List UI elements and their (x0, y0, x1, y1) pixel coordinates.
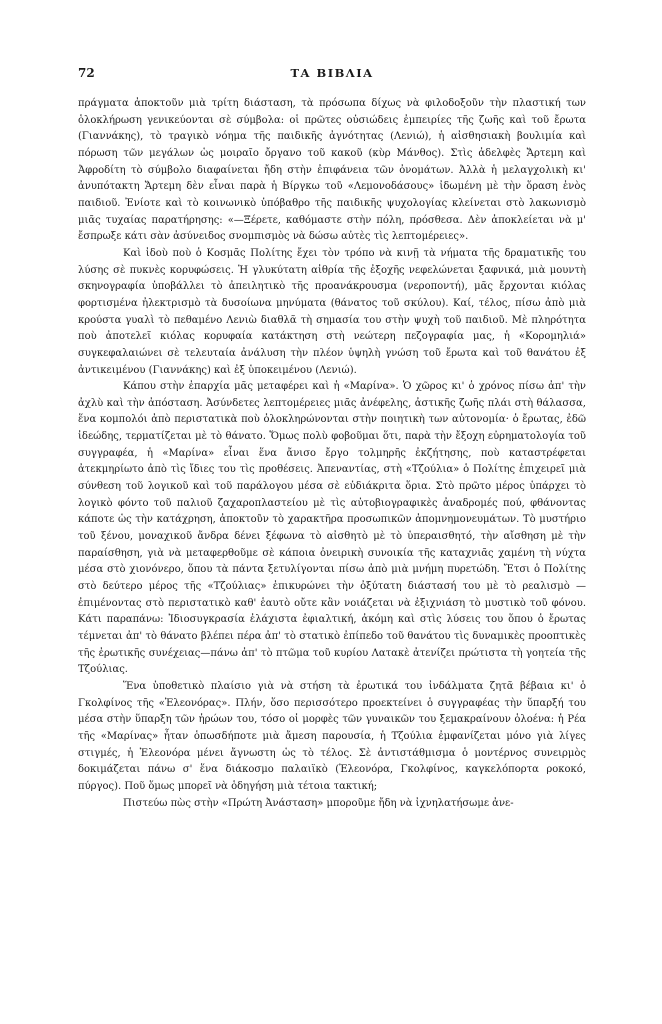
paragraph: πράγματα ἀποκτοῦν μιὰ τρίτη διάσταση, τὰ πρόσωπα δίχως νὰ φιλοδοξοῦν τὴν πλαστική των ὁλοκλήρωση γενικεύονται σὲ σύμβολα: οἱ πρῶτες οὐσιώδεις ἐμπειρίες τῆς ζωῆς καὶ τοῦ ἔρωτα (Γιαννάκης), τὸ τραγικὸ νόημα τῆς παιδικῆς ἀγνότητας (Λενιώ), ἡ αἰσθησιακὴ βουλιμία καὶ πόρωση τῶν μεγάλων ὡς μοιραῖο ὄργανο τοῦ κακοῦ (κὺρ Μάνθος). Στὶς ἀδελφὲς Ἄρτεμη καὶ Ἀφροδίτη τὸ σύμβολο διαφαίνεται ἤδη στὴν ἐπιφάνεια τῶν ὀνομάτων. Ἀλλὰ ἡ μελαγχολικὴ κι' ἀνυπότακτη Ἄρτεμη δὲν εἶναι παρὰ ἡ Βίργκω τοῦ «Λεμονοδάσους» ἰδωμένη μὲ τὴν ὅραση ἑνὸς παιδιοῦ. Ἐνίοτε καὶ τὸ κοινωνικὸ ὑπόβαθρο τῆς παιδικῆς ψυχολογίας κλείνεται στὸ λακωνισμὸ μιᾶς τυχαίας παρατήρησης: «—Ξέρετε, καθόμαστε στὴν πόλη, πρόσθεσα. Δὲν ἀποκλείεται νὰ μ' ἔσπρωξε κάτι σὰν ἀσύνειδος σνομπισμὸς νὰ δώσω αὐτὲς τὶς λεπτομέρειες». (78, 98, 586, 243)
page-header (78, 66, 586, 84)
paragraph: Καὶ ἰδοὺ ποὺ ὁ Κοσμᾶς Πολίτης ἔχει τὸν τρόπο νὰ κινῇ τὰ νήματα τῆς δραματικῆς του λύσης σὲ πυκνὲς κορυφώσεις. Ἡ γλυκύτατη αἰθρία τῆς ἐξοχῆς νεφελώνεται ξαφνικά, μιὰ μουντὴ σκηνογραφία ὑποβάλλει τὸ ἀπειλητικὸ τῆς προανάκρουσμα (νεροποντή), μᾶς ἔρχονται κιόλας φορτισμένα ἠλεκτρισμὸ τὰ δυσοίωνα μηνύματα (θάνατος τοῦ σκύλου). Καί, τέλος, πίσω ἀπὸ μιὰ κρούστα γυαλὶ τὸ πεθαμένο Λενιὼ διαθλᾶ τὴ σημασία του στὴν ψυχὴ τοῦ παιδιοῦ. Μὲ πληρότητα ποὺ ἀποτελεῖ κιόλας κορυφαία κατάκτηση στὴ νεώτερη πεζογραφία μας, ἡ «Κορομηλιά» συγκεφαλαιώνει σὲ τελευταία ἀνάλυση τὴν πλέον ὑψηλὴ γνώση τοῦ ἔρωτα καὶ τοῦ θανάτου ἐξ ἀντικειμένου (Γιαννάκης) καὶ ἐξ ὑποκειμένου (Λενιώ). (78, 247, 586, 376)
paragraph: Ἕνα ὑποθετικὸ πλαίσιο γιὰ νὰ στήση τὰ ἐρωτικά του ἰνδάλματα ζητᾶ βέβαια κι' ὁ Γκολφίνος τῆς «Ἐλεονόρας». Πλήν, ὅσο περισσότερο προεκτείνει ὁ συγγραφέας τὴν ὕπαρξή του μέσα στὴν ὕπαρξη τῶν ἡρώων του, τόσο οἱ μορφὲς τῶν γυναικῶν του ξεμακραίνουν ὁλοένα: ἡ Ρέα τῆς «Μαρίνας» ἦταν ὁπωσδήποτε μιὰ ἄμεση παρουσία, ἡ Τζούλια ἐμφανίζεται μόνο γιὰ λίγες στιγμές, ἡ Ἐλεονόρα μένει ἄγνωστη ὡς τὸ τέλος. Σὲ ἀντιστάθμισμα ὁ μοντέρνος συνειρμὸς δοκιμάζεται πάνω σ' ἕνα διάκοσμο παλαιϊκὸ (Ἐλεονόρα, Γκολφίνος, καγκελόπορτα ροκοκό, πύργος). Ποῦ ὅμως μπορεῖ νὰ ὁδηγήση μιὰ τέτοια τακτική; (78, 680, 586, 792)
paragraph: Πιστεύω πὼς στὴν «Πρώτη Ἀνάσταση» μποροῦμε ἤδη νὰ ἰχνηλατήσωμε ἀνε- (123, 797, 514, 809)
running-title: ΤΑ ΒΙΒΛΙΑ (290, 66, 374, 80)
paragraph: Κάπου στὴν ἐπαρχία μᾶς μεταφέρει καὶ ἡ «Μαρίνα». Ὁ χῶρος κι' ὁ χρόνος πίσω ἀπ' τὴν ἀχλὺ καὶ τὴν ἀπόσταση. Ἀσύνδετες λεπτομέρειες μιᾶς ἀνέφελης, ἀστικῆς ζωῆς πλάι στὴ θάλασσα, ἕνα κομπολόι ἀπὸ περιστατικὰ ποὺ ὁλοκληρώνονται στὴν ποιητικὴ των αὐτονομία· ὁ ἔρωτας, ἐδῶ ἰδεώδης, τερματίζεται μὲ τὸ θάνατο. Ὅμως πολὺ φοβοῦμαι ὅτι, παρὰ τὴν ἔξοχη εὐρηματολογία τοῦ συγγραφέα, ἡ «Μαρίνα» εἶναι ἕνα ἄνισο ἔργο τολμηρῆς ἐκζήτησης, ποὺ καταστρέφεται ἀτεκμηρίωτο ἀπὸ τὶς ἴδιες του τὶς προθέσεις. Ἀπεναντίας, στὴ «Τζούλια» ὁ Πολίτης ἐπιχειρεῖ μιὰ σύνθεση τοῦ λογικοῦ καὶ τοῦ παράλογου μέσα σὲ εὐδιάκριτα ὅρια. Στὸ πρῶτο μέρος ὑπάρχει τὸ λογικὸ φόντο τοῦ παλιοῦ ζαχαροπλαστείου μὲ τὶς αὐτοβιογραφικὲς ἀναδρομές πού, φθάνοντας κάποτε ὡς τὴν κατάχρηση, ἀποκτοῦν τὸ χαρακτῆρα προσωπικῶν ἀπομνημονευμάτων. Τὸ μυστήριο τοῦ ξένου, μοναχικοῦ ἄνδρα δένει ξέφωνα τὸ αἰσθητὸ μὲ τὸ ὑπεραισθητό, τὴν αἴσθηση μὲ τὴν παραίσθηση, γιὰ νὰ μεταφερθοῦμε σὲ κάποια ὀνειρικὴ συνοικία τῆς καταχνιᾶς χαμένη τὴ νύχτα μέσα στὸ χιονόνερο, ὅπου τὰ πάντα ξετυλίγονται πίσω ἀπὸ μιὰ μνήμη πυρετώδη. Ἔτσι ὁ Πολίτης στὸ δεύτερο μέρος τῆς «Τζούλιας» ἐπικυρώνει τὴν ὀξύτατη διάστασή του μὲ τὸ ρεαλισμὸ —ἐπιμένοντας στὸ περιστατικὸ καθ' ἑαυτὸ οὔτε κἂν νοιάζεται νὰ ἐξιχνιάση τὸ μυστικὸ τοῦ φόνου. Κάτι παραπάνω: Ἰδιοσυγκρασία ἐλάχιστα ἐφιαλτική, ἀκόμη καὶ στὶς λύσεις του ὅπου ὁ ἔρωτας τέμνεται ἀπ' τὸ θάνατο βλέπει πέρα ἀπ' τὸ στατικὸ ἐπίπεδο τοῦ θανάτου τὶς δυναμικὲς προοπτικὲς τῆς ἐρωτικῆς συνέχειας—πάνω ἀπ' τὸ πτῶμα τοῦ κυρίου Λατακὲ ἀτενίζει πρώτιστα τὴ γοητεία τῆς Τζούλιας. (78, 381, 586, 676)
page-number: 72 (78, 66, 95, 80)
body-text (78, 96, 586, 812)
